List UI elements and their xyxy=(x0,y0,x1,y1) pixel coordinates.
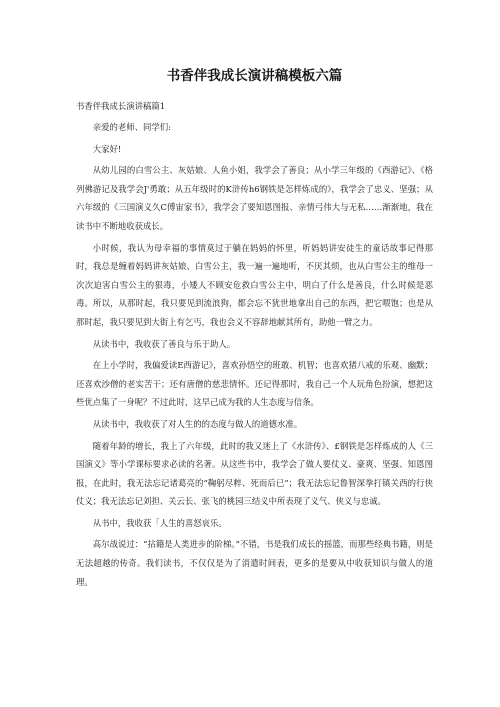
paragraph-childhood: 小时候，我认为母幸福的事情莫过于躺在妈妈的怀里，听妈妈讲安徒生的童话故事记得那时，我总是缠着妈妈讲灰姑娘、白雪公主，我一遍一遍地听，不厌其烦，也从白雪公主的维母一次次迫害白雪公主的狠毒，小矮人不顾安危救白雪公主中，明白了什么是善良，什么时候是恶毒。所以，从那时起，我只要见到流浪狗，都会忘不犹世地拿出自己的东西，把它喂饱；也是从那时起，我只要见到大街上有乞丐，我也会义不容辞地献其所有，助他一臂之力。 xyxy=(76,242,433,327)
paragraph-primary-school: 在上小学时，我偏爱读E西游记》，喜欢孙悟空的班敢、机智；也喜欢猪八戒的乐观、幽默；还喜欢沙僧的老实苦干；还有唐僧的慈悲情怀。还记得那时，我自己一个人玩角色扮演，想把这些优点集了一身呢？不过此时，这早己成为我的人生态度与信条。 xyxy=(76,360,433,408)
paragraph-intro: 从幼儿园的白雪公主、灰姑娘、人鱼小姐，我学会了善良；从小学三年级的《西游记》、《格列佛游记及我学会J'勇敢；从五年级时的K浒传h6钢铁是怎样炼成的》，我学会了忠义、坚强；从六年级的《三国演义久C傅宙家书》，我学会了要知恩图报、亲情弓伟大与无私……渐渐地，我在读书中不断地收获成长。 xyxy=(76,165,433,231)
paragraph-hello: 大家好! xyxy=(92,143,122,154)
document-title: 书香伴我成长演讲稿模板六篇 xyxy=(166,68,343,84)
paragraph-summary-kindness: 从读书中，我收获了善良与乐于助人。 xyxy=(92,338,236,349)
paragraph-sixth-grade: 随着年龄的增长，我上了六年级，此时的我又迷上了《水浒传》、£钢铁是怎样炼成的人《三国演义》等小学课标要求必读的名著。从这些书中，我学会了做人要仗义、豪爽、坚强、知恩图报，在此时，我无法忘记诸葛亮的“鞠躬尽粹、死而后已”；我无法忘记鲁智深拳打镇关西的行侠仗义；我无法忘记刘担、关云长、张飞的桃园三结义中所表现了义气、侠义与忠诚。 xyxy=(76,440,433,507)
document-page xyxy=(76,60,433,592)
paragraph-greeting: 亲爱的老师、同学们: xyxy=(92,122,171,132)
section-heading: 书香伴我成长演讲稿篇1 xyxy=(76,101,166,111)
paragraph-closing: 高尔战说过：“拈籍是人类进步的阶梯。”不错，书是我们成长的摇篮，而那些经典书籍，则是无法超越的传奇。我们读书，不仅仅是为了消遣时间表，更多的是要从中收获知识与做人的道理。 xyxy=(76,539,433,587)
paragraph-summary-emotions: 从书中，我收获「人生的喜怒哀乐。 xyxy=(92,517,227,528)
paragraph-summary-attitude: 从读书中，我收获了对人生的的态度与做人的道德水准。 xyxy=(92,418,303,429)
